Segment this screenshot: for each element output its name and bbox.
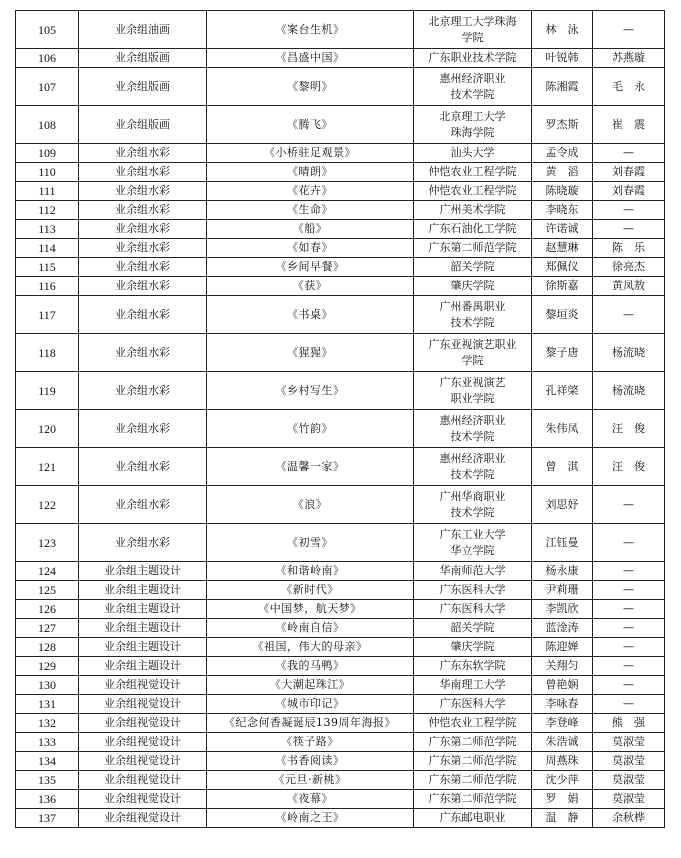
category-cell: 业余组水彩 (79, 182, 207, 201)
work-title-cell: 《祖国，伟大的母亲》 (207, 638, 414, 657)
table-row (16, 657, 665, 676)
advisor-cell: 崔 震 (593, 106, 665, 144)
category-cell: 业余组视觉设计 (79, 695, 207, 714)
author-cell: 郑佩仪 (532, 258, 593, 277)
table-row (16, 11, 665, 49)
institution-line: 学院 (461, 353, 484, 367)
work-title-cell: 《浪》 (207, 486, 414, 524)
institution-line: 惠州经济职业 (439, 413, 506, 427)
institution-cell (414, 714, 532, 733)
category-cell: 业余组版画 (79, 68, 207, 106)
entry-number-cell: 131 (16, 695, 79, 714)
table-row (16, 524, 665, 562)
category-cell: 业余组水彩 (79, 144, 207, 163)
institution-line: 广东第二师范学院 (428, 735, 517, 748)
institution-line: 广州华商职业 (439, 489, 506, 503)
category-cell: 业余组视觉设计 (79, 676, 207, 695)
entry-number-cell: 115 (16, 258, 79, 277)
institution-cell (414, 524, 532, 562)
advisor-cell: 莫淑莹 (593, 752, 665, 771)
table-row (16, 410, 665, 448)
category-cell: 业余组版画 (79, 106, 207, 144)
table-row (16, 790, 665, 809)
institution-cell (414, 809, 532, 828)
entry-number-cell: 137 (16, 809, 79, 828)
institution-cell (414, 600, 532, 619)
author-cell: 赵慧琳 (532, 239, 593, 258)
table-row (16, 638, 665, 657)
advisor-cell: — (593, 11, 665, 49)
institution-line: 惠州经济职业 (439, 451, 506, 465)
author-cell: 江钰曼 (532, 524, 593, 562)
author-cell: 黄 滔 (532, 163, 593, 182)
work-title-cell: 《小桥驻足观景》 (207, 144, 414, 163)
institution-cell (414, 771, 532, 790)
institution-line: 肇庆学院 (450, 640, 495, 653)
entry-number-cell: 127 (16, 619, 79, 638)
category-cell: 业余组水彩 (79, 239, 207, 258)
category-cell: 业余组水彩 (79, 334, 207, 372)
work-title-cell: 《案台生机》 (207, 11, 414, 49)
work-title-cell: 《竹韵》 (207, 410, 414, 448)
work-title-cell: 《温馨一家》 (207, 448, 414, 486)
category-cell: 业余组版画 (79, 49, 207, 68)
institution-line: 韶关学院 (450, 260, 495, 273)
institution-line: 广东石油化工学院 (428, 222, 517, 235)
table-row (16, 106, 665, 144)
category-cell: 业余组水彩 (79, 258, 207, 277)
author-cell: 蓝淦涛 (532, 619, 593, 638)
work-title-cell: 《获》 (207, 277, 414, 296)
institution-cell (414, 106, 532, 144)
work-title-cell: 《花卉》 (207, 182, 414, 201)
award-table-body (16, 11, 665, 828)
author-cell: 黎垣炎 (532, 296, 593, 334)
advisor-cell: 杨流晓 (593, 372, 665, 410)
institution-cell (414, 258, 532, 277)
institution-line: 广州美术学院 (439, 203, 506, 216)
institution-line: 广东医科大学 (439, 602, 506, 615)
advisor-cell: — (593, 562, 665, 581)
institution-line: 广东第二师范学院 (428, 241, 517, 254)
advisor-cell: — (593, 220, 665, 239)
institution-line: 华立学院 (450, 543, 495, 557)
author-cell: 罗 娟 (532, 790, 593, 809)
institution-cell (414, 695, 532, 714)
entry-number-cell: 135 (16, 771, 79, 790)
entry-number-cell: 106 (16, 49, 79, 68)
table-row (16, 562, 665, 581)
entry-number-cell: 128 (16, 638, 79, 657)
advisor-cell: — (593, 676, 665, 695)
work-title-cell: 《生命》 (207, 201, 414, 220)
category-cell: 业余组水彩 (79, 486, 207, 524)
author-cell: 陈湘霞 (532, 68, 593, 106)
institution-line: 华南师范大学 (439, 564, 506, 577)
entry-number-cell: 123 (16, 524, 79, 562)
advisor-cell: 毛 永 (593, 68, 665, 106)
entry-number-cell: 108 (16, 106, 79, 144)
institution-line: 惠州经济职业 (439, 71, 506, 85)
entry-number-cell: 120 (16, 410, 79, 448)
institution-line: 广东工业大学 (439, 527, 506, 541)
institution-line: 技术学院 (450, 505, 495, 519)
advisor-cell: 苏燕璇 (593, 49, 665, 68)
institution-line: 仲恺农业工程学院 (428, 184, 517, 197)
institution-cell (414, 163, 532, 182)
table-row (16, 600, 665, 619)
work-title-cell: 《和谐岭南》 (207, 562, 414, 581)
institution-cell (414, 296, 532, 334)
entry-number-cell: 121 (16, 448, 79, 486)
author-cell: 杨永康 (532, 562, 593, 581)
table-row (16, 752, 665, 771)
advisor-cell: 徐亮杰 (593, 258, 665, 277)
work-title-cell: 《晴朗》 (207, 163, 414, 182)
author-cell: 叶锐韩 (532, 49, 593, 68)
institution-line: 广东医科大学 (439, 583, 506, 596)
advisor-cell: 莫淑莹 (593, 733, 665, 752)
table-row (16, 49, 665, 68)
institution-cell (414, 372, 532, 410)
table-row (16, 239, 665, 258)
entry-number-cell: 109 (16, 144, 79, 163)
institution-line: 学院 (461, 30, 484, 44)
category-cell: 业余组视觉设计 (79, 790, 207, 809)
entry-number-cell: 129 (16, 657, 79, 676)
entry-number-cell: 114 (16, 239, 79, 258)
table-row (16, 676, 665, 695)
institution-line: 珠海学院 (450, 125, 495, 139)
table-row (16, 182, 665, 201)
institution-cell (414, 49, 532, 68)
entry-number-cell: 105 (16, 11, 79, 49)
institution-cell (414, 638, 532, 657)
institution-line: 北京理工大学珠海 (428, 14, 517, 28)
category-cell: 业余组主题设计 (79, 657, 207, 676)
author-cell: 罗杰斯 (532, 106, 593, 144)
table-row (16, 695, 665, 714)
work-title-cell: 《岭南自信》 (207, 619, 414, 638)
advisor-cell: 熊 强 (593, 714, 665, 733)
category-cell: 业余组视觉设计 (79, 752, 207, 771)
institution-line: 技术学院 (450, 467, 495, 481)
table-row (16, 448, 665, 486)
advisor-cell: — (593, 524, 665, 562)
institution-line: 广东职业技术学院 (428, 51, 517, 64)
entry-number-cell: 116 (16, 277, 79, 296)
institution-line: 韶关学院 (450, 621, 495, 634)
advisor-cell: 莫淑莹 (593, 771, 665, 790)
entry-number-cell: 126 (16, 600, 79, 619)
category-cell: 业余组水彩 (79, 201, 207, 220)
work-title-cell: 《城市印记》 (207, 695, 414, 714)
institution-line: 广东亚视演艺职业 (428, 337, 517, 351)
work-title-cell: 《中国梦，航天梦》 (207, 600, 414, 619)
entry-number-cell: 122 (16, 486, 79, 524)
work-title-cell: 《夜幕》 (207, 790, 414, 809)
category-cell: 业余组主题设计 (79, 638, 207, 657)
institution-line: 华南理工大学 (439, 678, 506, 691)
institution-line: 广东第二师范学院 (428, 754, 517, 767)
institution-cell (414, 68, 532, 106)
table-row (16, 201, 665, 220)
advisor-cell: — (593, 619, 665, 638)
table-row (16, 372, 665, 410)
advisor-cell: — (593, 201, 665, 220)
author-cell: 温 静 (532, 809, 593, 828)
category-cell: 业余组水彩 (79, 372, 207, 410)
entry-number-cell: 113 (16, 220, 79, 239)
institution-cell (414, 657, 532, 676)
institution-cell (414, 182, 532, 201)
entry-number-cell: 111 (16, 182, 79, 201)
category-cell: 业余组主题设计 (79, 562, 207, 581)
category-cell: 业余组水彩 (79, 448, 207, 486)
work-title-cell: 《乡村写生》 (207, 372, 414, 410)
institution-cell (414, 11, 532, 49)
advisor-cell: — (593, 695, 665, 714)
table-row (16, 733, 665, 752)
author-cell: 李登峰 (532, 714, 593, 733)
category-cell: 业余组水彩 (79, 410, 207, 448)
category-cell: 业余组油画 (79, 11, 207, 49)
author-cell: 曾 淇 (532, 448, 593, 486)
work-title-cell: 《初雪》 (207, 524, 414, 562)
institution-line: 汕头大学 (450, 146, 495, 159)
table-row (16, 714, 665, 733)
work-title-cell: 《我的马鸭》 (207, 657, 414, 676)
institution-cell (414, 220, 532, 239)
author-cell: 李晓东 (532, 201, 593, 220)
work-title-cell: 《岭南之王》 (207, 809, 414, 828)
work-title-cell: 《大潮起珠江》 (207, 676, 414, 695)
institution-cell (414, 676, 532, 695)
work-title-cell: 《乡间早餐》 (207, 258, 414, 277)
entry-number-cell: 125 (16, 581, 79, 600)
author-cell: 陈晓璇 (532, 182, 593, 201)
entry-number-cell: 117 (16, 296, 79, 334)
institution-line: 广东邮电职业 (439, 811, 506, 824)
advisor-cell: — (593, 600, 665, 619)
author-cell: 黎子唐 (532, 334, 593, 372)
award-list-sheet (15, 10, 664, 828)
institution-line: 职业学院 (450, 391, 495, 405)
institution-line: 广州番禺职业 (439, 299, 506, 313)
author-cell: 陈迎婵 (532, 638, 593, 657)
institution-line: 北京理工大学 (439, 109, 506, 123)
institution-cell (414, 752, 532, 771)
category-cell: 业余组视觉设计 (79, 714, 207, 733)
entry-number-cell: 112 (16, 201, 79, 220)
advisor-cell: — (593, 638, 665, 657)
author-cell: 许诺诚 (532, 220, 593, 239)
entry-number-cell: 124 (16, 562, 79, 581)
work-title-cell: 《如春》 (207, 239, 414, 258)
category-cell: 业余组主题设计 (79, 600, 207, 619)
author-cell: 关翔匀 (532, 657, 593, 676)
table-row (16, 163, 665, 182)
institution-cell (414, 334, 532, 372)
advisor-cell: 刘春霞 (593, 163, 665, 182)
institution-line: 肇庆学院 (450, 279, 495, 292)
advisor-cell: 余秋桦 (593, 809, 665, 828)
institution-line: 仲恺农业工程学院 (428, 165, 517, 178)
advisor-cell: 汪 俊 (593, 410, 665, 448)
work-title-cell: 《筷子路》 (207, 733, 414, 752)
entry-number-cell: 107 (16, 68, 79, 106)
work-title-cell: 《书香阅读》 (207, 752, 414, 771)
author-cell: 徐斯嘉 (532, 277, 593, 296)
advisor-cell: — (593, 657, 665, 676)
institution-line: 技术学院 (450, 429, 495, 443)
category-cell: 业余组水彩 (79, 163, 207, 182)
work-title-cell: 《猩猩》 (207, 334, 414, 372)
institution-cell (414, 619, 532, 638)
institution-cell (414, 410, 532, 448)
advisor-cell: 汪 俊 (593, 448, 665, 486)
advisor-cell: 杨流晓 (593, 334, 665, 372)
category-cell: 业余组水彩 (79, 277, 207, 296)
table-row (16, 258, 665, 277)
advisor-cell: — (593, 296, 665, 334)
author-cell: 林 泳 (532, 11, 593, 49)
table-row (16, 144, 665, 163)
entry-number-cell: 130 (16, 676, 79, 695)
author-cell: 孟令成 (532, 144, 593, 163)
author-cell: 刘思妤 (532, 486, 593, 524)
category-cell: 业余组主题设计 (79, 619, 207, 638)
institution-cell (414, 562, 532, 581)
table-row (16, 581, 665, 600)
entry-number-cell: 132 (16, 714, 79, 733)
advisor-cell: — (593, 581, 665, 600)
award-table (15, 10, 665, 828)
work-title-cell: 《船》 (207, 220, 414, 239)
table-row (16, 486, 665, 524)
entry-number-cell: 110 (16, 163, 79, 182)
author-cell: 李凯欣 (532, 600, 593, 619)
author-cell: 李咏春 (532, 695, 593, 714)
category-cell: 业余组视觉设计 (79, 733, 207, 752)
author-cell: 朱浩诚 (532, 733, 593, 752)
entry-number-cell: 134 (16, 752, 79, 771)
author-cell: 沈少萍 (532, 771, 593, 790)
work-title-cell: 《黎明》 (207, 68, 414, 106)
institution-cell (414, 581, 532, 600)
institution-cell (414, 733, 532, 752)
table-row (16, 771, 665, 790)
table-row (16, 220, 665, 239)
table-row (16, 809, 665, 828)
institution-line: 广东东软学院 (439, 659, 506, 672)
institution-line: 技术学院 (450, 87, 495, 101)
work-title-cell: 《书桌》 (207, 296, 414, 334)
table-row (16, 619, 665, 638)
work-title-cell: 《腾飞》 (207, 106, 414, 144)
institution-line: 仲恺农业工程学院 (428, 716, 517, 729)
institution-cell (414, 201, 532, 220)
author-cell: 孔祥棨 (532, 372, 593, 410)
author-cell: 周燕珠 (532, 752, 593, 771)
institution-cell (414, 486, 532, 524)
advisor-cell: — (593, 144, 665, 163)
institution-line: 技术学院 (450, 315, 495, 329)
category-cell: 业余组视觉设计 (79, 809, 207, 828)
institution-cell (414, 448, 532, 486)
work-title-cell: 《元旦·新桃》 (207, 771, 414, 790)
author-cell: 朱伟凤 (532, 410, 593, 448)
institution-line: 广东第二师范学院 (428, 792, 517, 805)
advisor-cell: 莫淑莹 (593, 790, 665, 809)
work-title-cell: 《新时代》 (207, 581, 414, 600)
institution-line: 广东亚视演艺 (439, 375, 506, 389)
table-row (16, 296, 665, 334)
category-cell: 业余组主题设计 (79, 581, 207, 600)
institution-cell (414, 144, 532, 163)
work-title-cell: 《昌盛中国》 (207, 49, 414, 68)
advisor-cell: 陈 乐 (593, 239, 665, 258)
category-cell: 业余组视觉设计 (79, 771, 207, 790)
advisor-cell: 黄凤敖 (593, 277, 665, 296)
category-cell: 业余组水彩 (79, 524, 207, 562)
institution-cell (414, 790, 532, 809)
institution-cell (414, 277, 532, 296)
entry-number-cell: 118 (16, 334, 79, 372)
entry-number-cell: 136 (16, 790, 79, 809)
table-row (16, 334, 665, 372)
institution-line: 广东医科大学 (439, 697, 506, 710)
institution-line: 广东第二师范学院 (428, 773, 517, 786)
advisor-cell: — (593, 486, 665, 524)
advisor-cell: 刘春霞 (593, 182, 665, 201)
category-cell: 业余组水彩 (79, 296, 207, 334)
author-cell: 曾艳娴 (532, 676, 593, 695)
table-row (16, 68, 665, 106)
entry-number-cell: 133 (16, 733, 79, 752)
table-row (16, 277, 665, 296)
institution-cell (414, 239, 532, 258)
category-cell: 业余组水彩 (79, 220, 207, 239)
author-cell: 尹莉珊 (532, 581, 593, 600)
entry-number-cell: 119 (16, 372, 79, 410)
work-title-cell: 《纪念何香凝诞辰139周年海报》 (207, 714, 414, 733)
